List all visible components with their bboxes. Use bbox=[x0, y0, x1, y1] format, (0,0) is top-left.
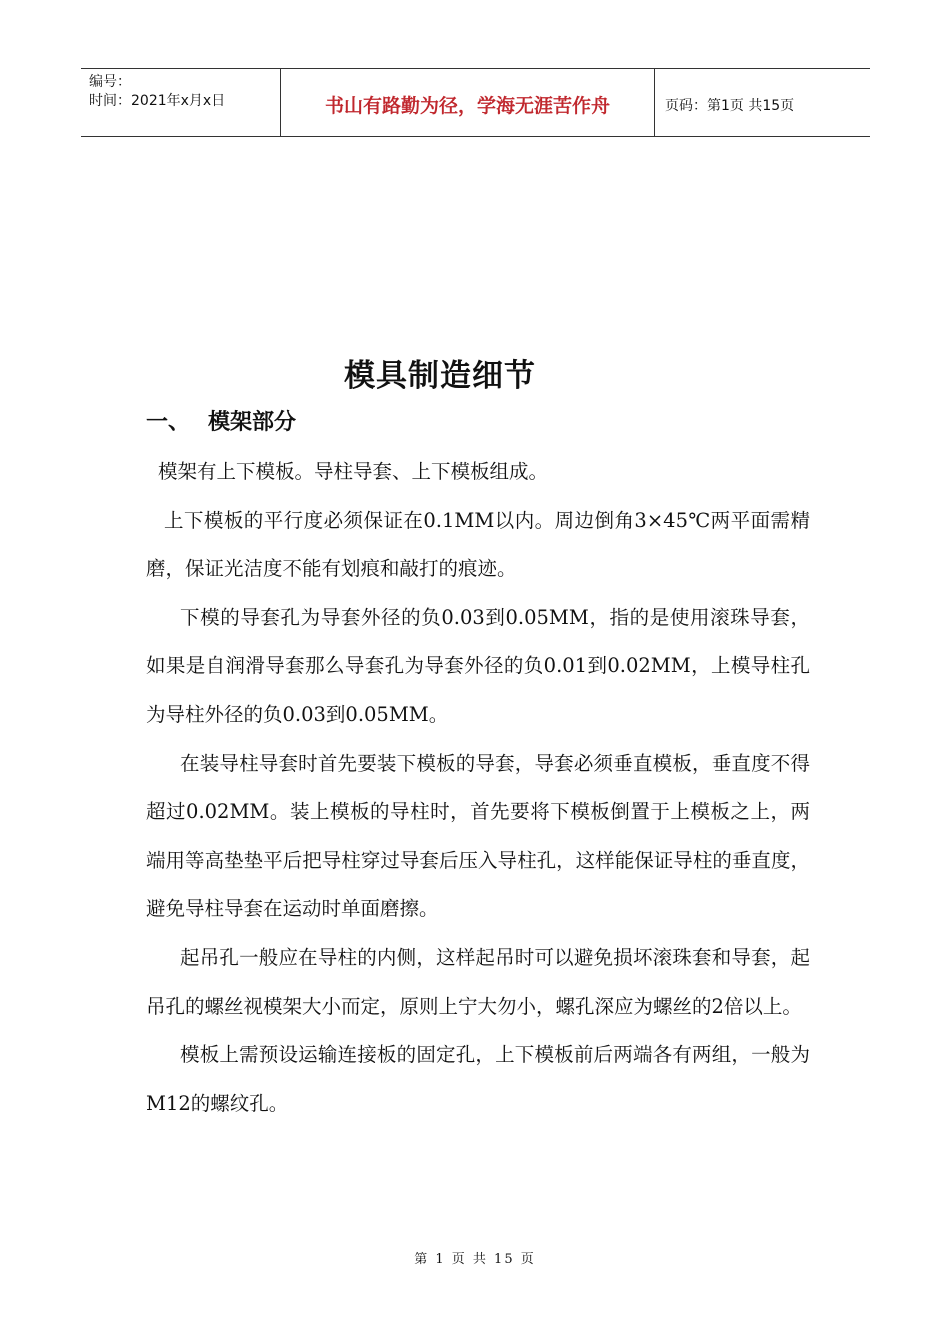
header-motto-cell bbox=[281, 69, 655, 136]
doc-number-label: 编号： bbox=[89, 74, 131, 90]
section-heading bbox=[146, 405, 296, 436]
header-meta bbox=[81, 69, 281, 136]
section-number: 一、 bbox=[146, 410, 191, 435]
section-title: 模架部分 bbox=[208, 410, 297, 435]
paragraph: 模板上需预设运输连接板的固定孔，上下模板前后两端各有两组，一般为M12的螺纹孔。 bbox=[146, 1043, 810, 1115]
paragraph: 起吊孔一般应在导柱的内侧，这样起吊时可以避免损坏滚珠套和导套，起吊孔的螺丝视模架大小而定，原则上宁大勿小，螺孔深应为螺丝的2倍以上。 bbox=[146, 945, 810, 1018]
page-footer: 第 1 页 共 15 页 bbox=[414, 1252, 536, 1267]
document-body bbox=[146, 448, 810, 1128]
doc-time-label: 时间：2021年x月x日 bbox=[89, 93, 226, 109]
header-motto: 书山有路勤为径，学海无涯苦作舟 bbox=[324, 95, 610, 117]
paragraph: 上下模板的平行度必须保证在0.1MM以内。周边倒角3×45℃两平面需精磨，保证光洁度不能有划痕和敲打的痕迹。 bbox=[146, 508, 810, 581]
page-header bbox=[81, 68, 870, 137]
paragraph: 在装导柱导套时首先要装下模板的导套，导套必须垂直模板，垂直度不得超过0.02MM。装上模板的导柱时，首先要将下模板倒置于上模板之上，两端用等高垫垫平后把导柱穿过导套后压入导柱孔，这样能保证导柱的垂直度，避免导柱导套在运动时单面磨擦。 bbox=[146, 751, 810, 921]
paragraph: 下模的导套孔为导套外径的负0.03到0.05MM，指的是使用滚珠导套，如果是自润滑导套那么导套孔为导套外径的负0.01到0.02MM，上模导柱孔为导柱外径的负0.03到0.05MM。 bbox=[146, 605, 810, 726]
header-page-cell bbox=[655, 69, 870, 136]
paragraph: 模架有上下模板。导柱导套、上下模板组成。 bbox=[158, 460, 549, 483]
header-page-info: 页码：第1页 共15页 bbox=[665, 97, 795, 114]
page-title: 模具制造细节 bbox=[344, 358, 536, 394]
